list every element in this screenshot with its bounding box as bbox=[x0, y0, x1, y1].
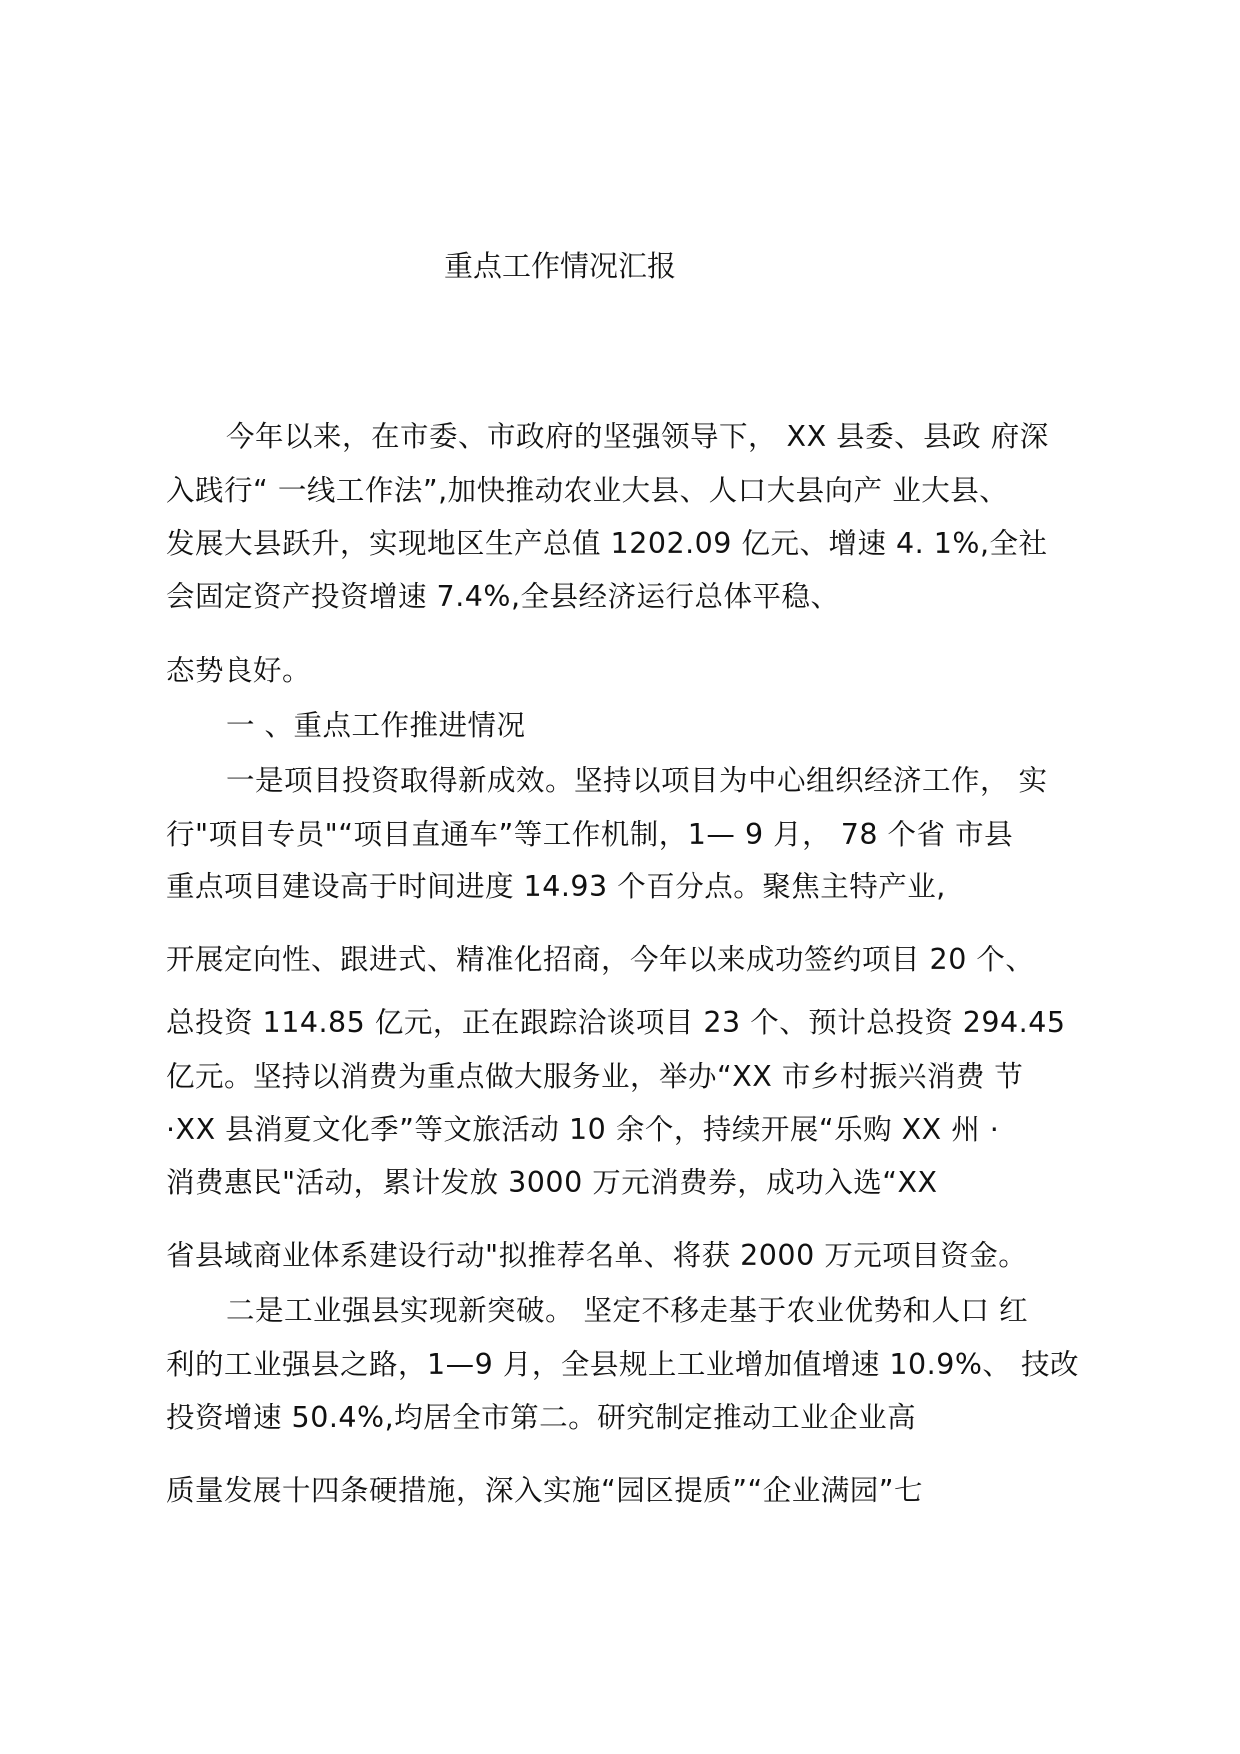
paragraph-line: 省县域商业体系建设行动"拟推荐名单、将获 2000 万元项目资金。 bbox=[166, 1239, 1028, 1272]
paragraph-line: 消费惠民"活动，累计发放 3000 万元消费券，成功入选“XX bbox=[166, 1166, 938, 1199]
paragraph-line: ·XX 县消夏文化季”等文旅活动 10 余个，持续开展“乐购 XX 州 · bbox=[166, 1113, 1000, 1146]
section-heading: 一 、重点工作推进情况 bbox=[226, 709, 526, 742]
paragraph-line: 发展大县跃升，实现地区生产总值 1202.09 亿元、增速 4. 1%,全社 bbox=[166, 527, 1048, 560]
paragraph-line: 重点项目建设高于时间进度 14.93 个百分点。聚焦主特产业, bbox=[166, 870, 946, 903]
paragraph-line: 亿元。坚持以消费为重点做大服务业，举办“XX 市乡村振兴消费 节 bbox=[166, 1060, 1024, 1093]
paragraph-line: 开展定向性、跟进式、精准化招商，今年以来成功签约项目 20 个、 bbox=[166, 943, 1035, 976]
paragraph-line: 行"项目专员"“项目直通车”等工作机制，1— 9 月， 78 个省 市县 bbox=[166, 818, 1014, 851]
paragraph-line: 会固定资产投资增速 7.4%,全县经济运行总体平稳、 bbox=[166, 580, 840, 613]
paragraph-line: 二是工业强县实现新突破。 坚定不移走基于农业优势和人口 红 bbox=[226, 1294, 1029, 1327]
paragraph-line: 质量发展十四条硬措施，深入实施“园区提质”“企业满园”七 bbox=[166, 1474, 924, 1507]
document-title: 重点工作情况汇报 bbox=[444, 249, 677, 283]
paragraph-line: 利的工业强县之路，1—9 月，全县规上工业增加值增速 10.9%、 技改 bbox=[166, 1348, 1079, 1381]
paragraph-line: 一是项目投资取得新成效。坚持以项目为中心组织经济工作， 实 bbox=[226, 764, 1048, 797]
paragraph-line: 今年以来，在市委、市政府的坚强领导下， XX 县委、县政 府深 bbox=[226, 420, 1049, 453]
paragraph-line: 投资增速 50.4%,均居全市第二。研究制定推动工业企业高 bbox=[166, 1401, 917, 1434]
paragraph-line: 总投资 114.85 亿元，正在跟踪洽谈项目 23 个、预计总投资 294.45 bbox=[166, 1006, 1066, 1039]
paragraph-line: 态势良好。 bbox=[166, 654, 312, 687]
paragraph-line: 入践行“ 一线工作法”,加快推动农业大县、人口大县向产 业大县、 bbox=[166, 474, 1009, 507]
